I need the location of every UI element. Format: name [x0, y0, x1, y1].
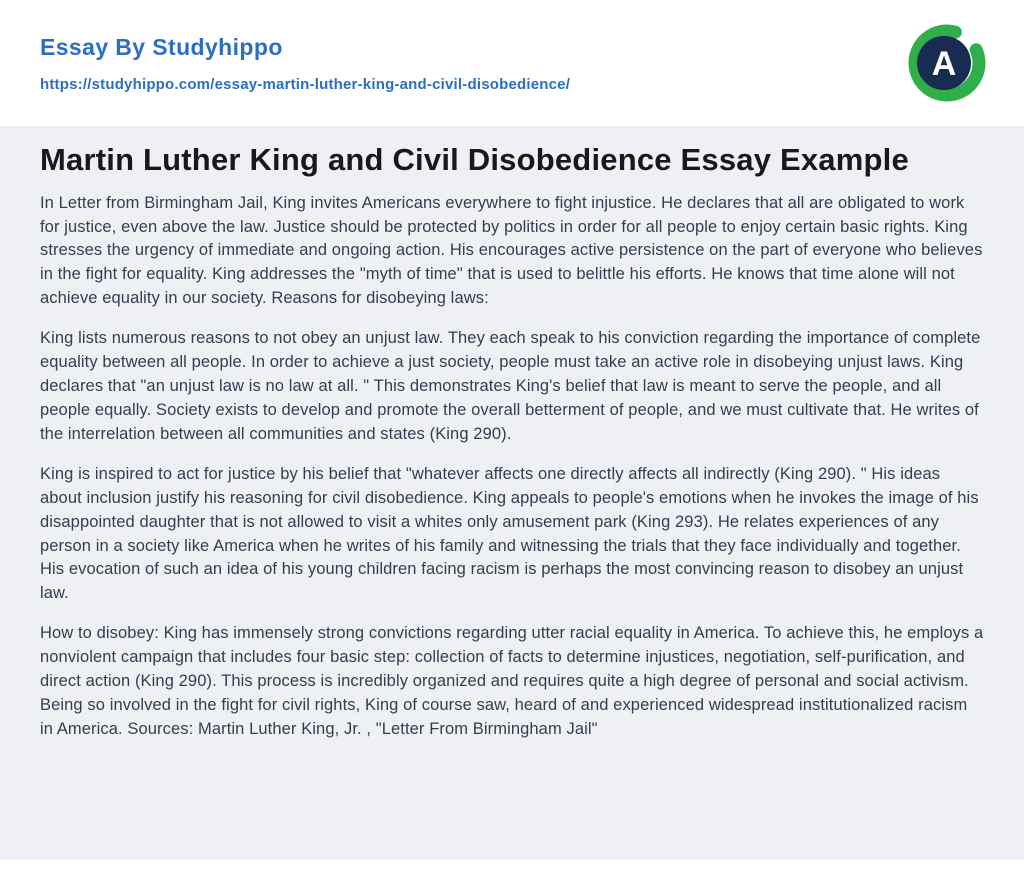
essay-paragraph-2: King lists numerous reasons to not obey an unjust law. They each speak to his conviction regarding the importance of complete equality between all people. In order to achieve a just society, people must take an active role in disobeying unjust laws. King declares that "an unjust law is no law at all. " This demonstrates King's belief that law is meant to serve the people, and all people equally. Society exists to develop and promote the overall betterment of people, and we must cultivate that. He writes of the interrelation between all communities and states (King 290). [40, 329, 981, 443]
essay-paragraph-3: King is inspired to act for justice by his belief that "whatever affects one directly affects all indirectly (King 290). " His ideas about inclusion justify his reasoning for civil disobedience. King appeals to people's emotions when he invokes the image of his disappointed daughter that is not allowed to visit a whites only amusement park (King 293). He relates experiences of any person in a society like America when he writes of his family and witnessing the trials that they face individually and together. His evocation of such an idea of his young children facing racism is perhaps the most convincing reason to disobey an unjust law. [40, 464, 979, 603]
site-title: Essay By Studyhippo [40, 33, 283, 60]
essay-content [0, 126, 1024, 860]
essay-paragraph-1: In Letter from Birmingham Jail, King invites Americans everywhere to fight injustice. He declares that all are obligated to work for justice, even above the law. Justice should be protected by politics in order for all people to enjoy certain basic rights. King stresses the urgency of immediate and ongoing action. His encourages active persistence on the part of everyone who believes in the fight for equality. King addresses the "myth of time" that is used to belittle his efforts. He knows that time alone will not achieve equality in our society. Reasons for disobeying laws: [40, 193, 983, 308]
essay-paragraph-4: How to disobey: King has immensely strong convictions regarding utter racial equality in America. To achieve this, he employs a nonviolent campaign that includes four basic step: collection of facts to determine injustices, negotiation, self-purification, and direct action (King 290). This process is incredibly organized and requires quite a high degree of personal and social activism. Being so involved in the fight for civil rights, King of course saw, heard of and experienced widespread institutionalized racism in America. Sources: Martin Luther King, Jr. , "Letter From Birmingham Jail" [40, 624, 984, 739]
studyhippo-logo-icon [908, 24, 986, 102]
footer-strip [0, 860, 1024, 885]
site-header [0, 0, 1024, 126]
logo-letter: A [931, 45, 957, 83]
essay-title: Martin Luther King and Civil Disobedience Essay Example [40, 142, 909, 177]
header-text-block [40, 34, 570, 93]
essay-url-link[interactable]: https://studyhippo.com/essay-martin-luther-king-and-civil-disobedience/ [40, 75, 571, 93]
